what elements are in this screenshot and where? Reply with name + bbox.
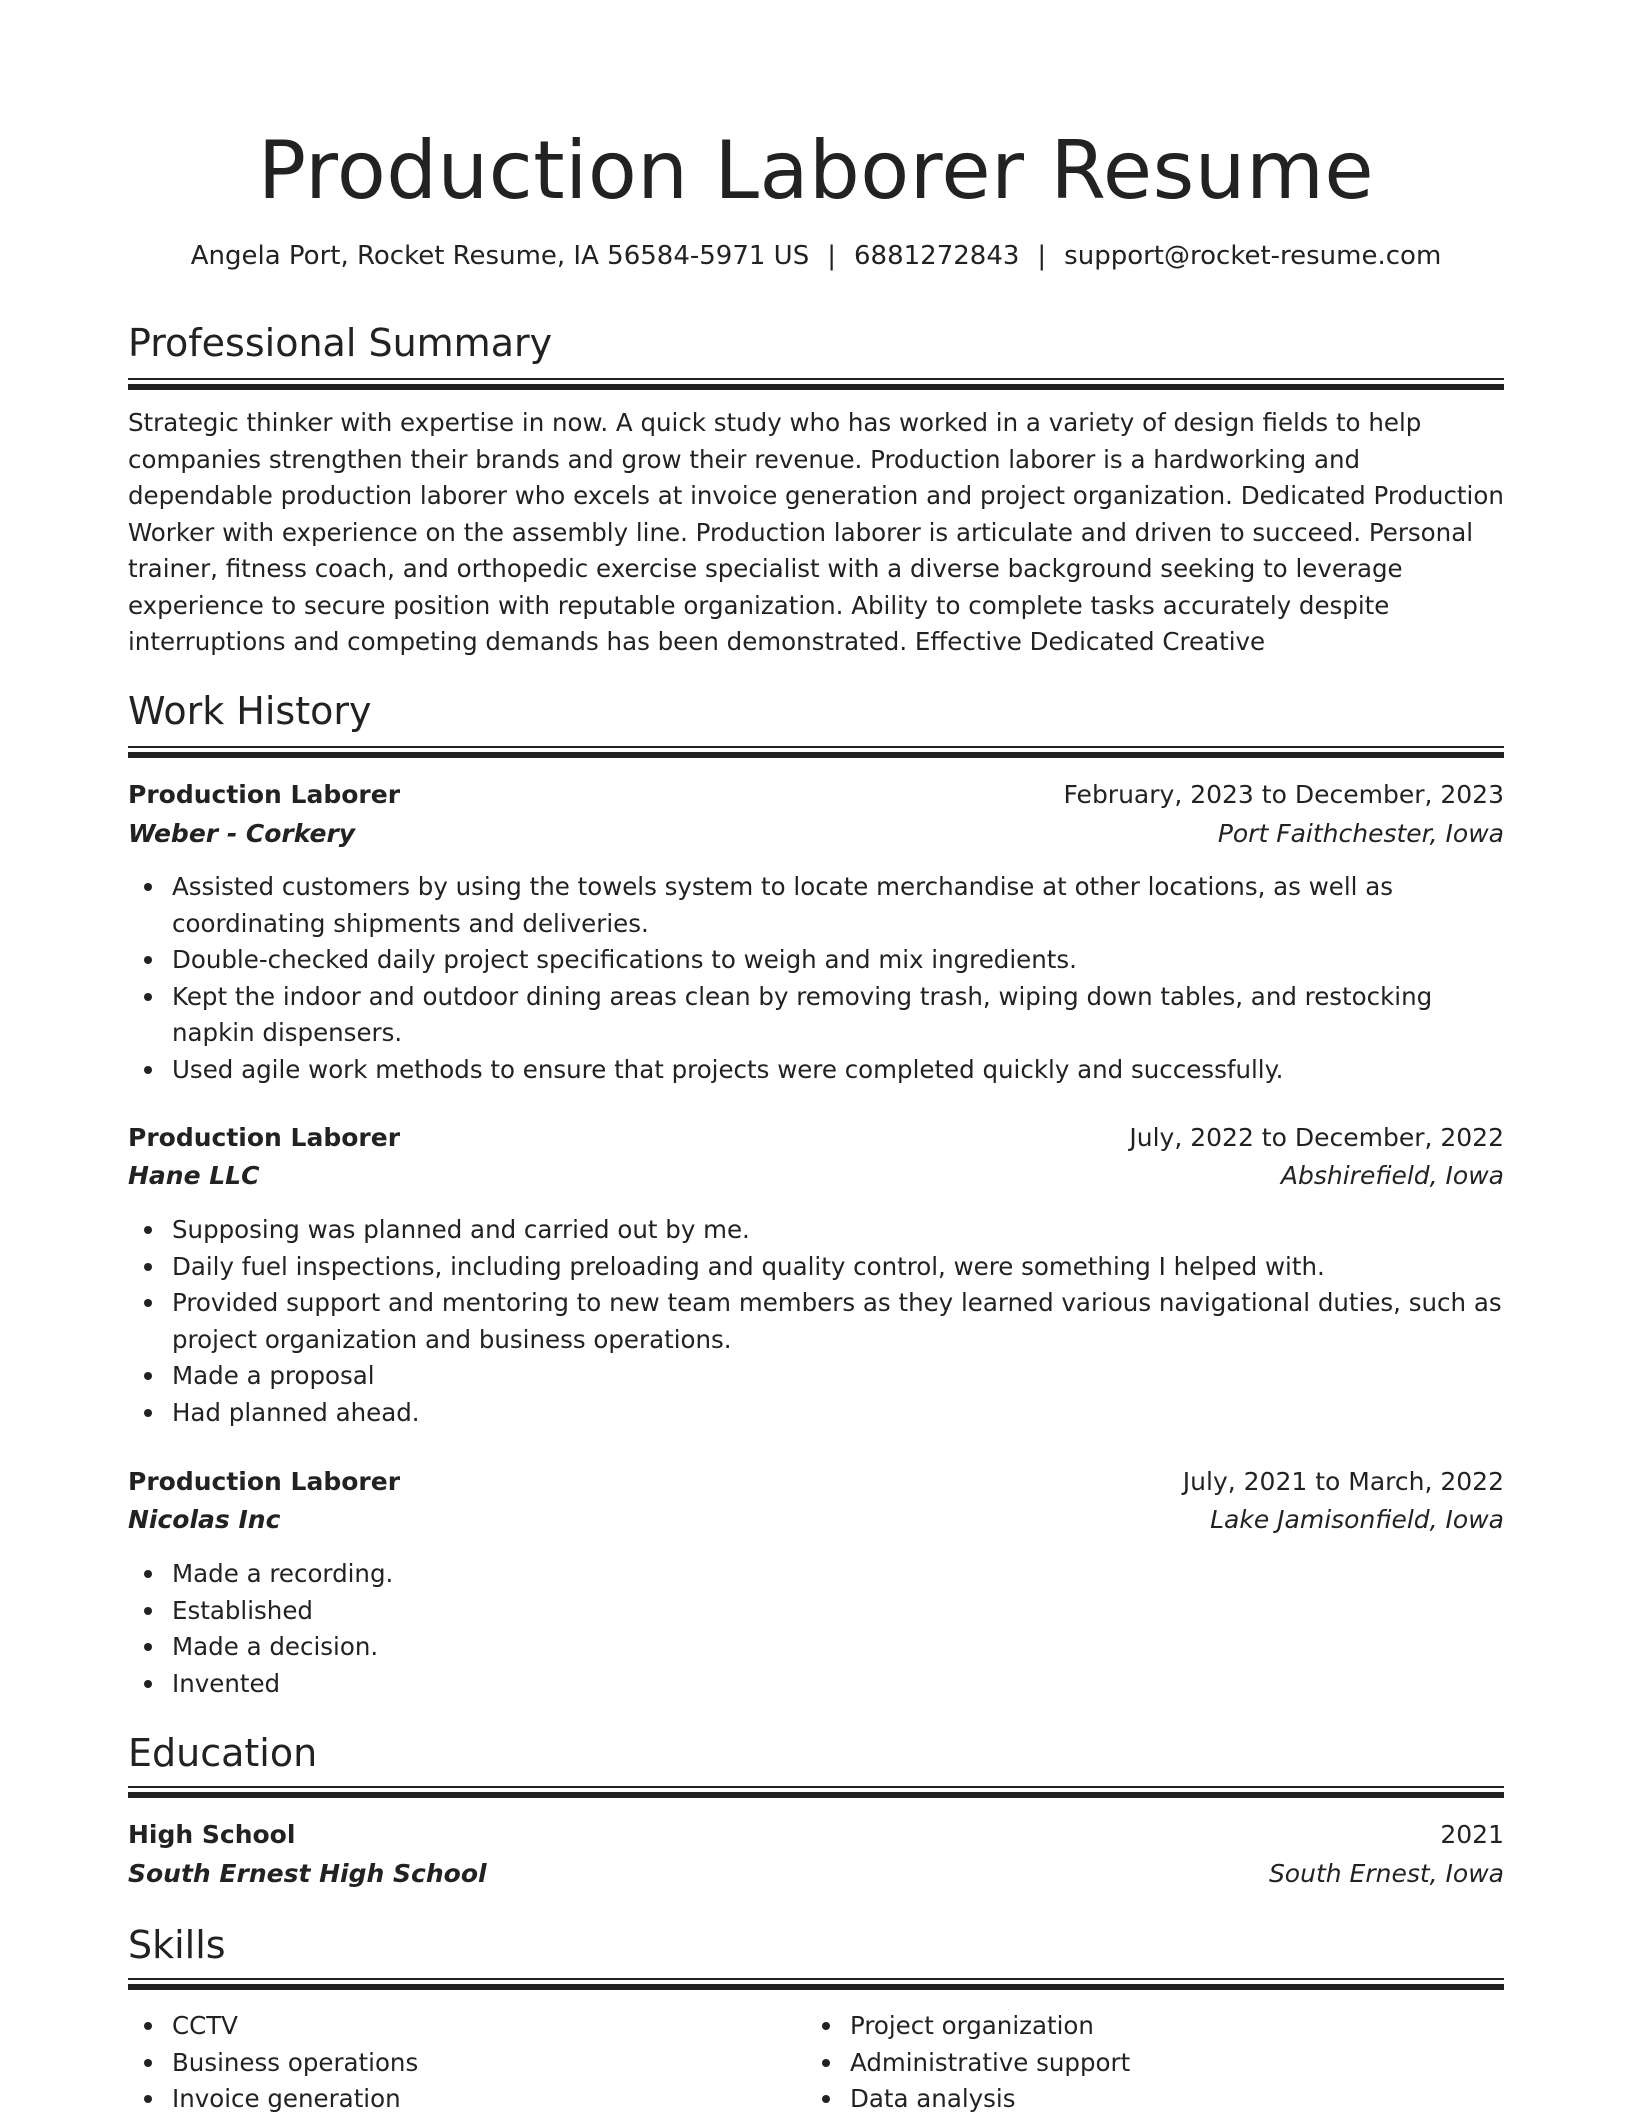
job-subheader	[128, 1501, 1504, 1539]
skills-column-right	[806, 2008, 1504, 2112]
list-item: Daily fuel inspections, including preloading and quality control, were something I helped with.	[172, 1249, 1504, 1286]
list-item: Used agile work methods to ensure that projects were completed quickly and successfully.	[172, 1052, 1504, 1089]
skills-column-left	[128, 2008, 808, 2112]
job-subheader	[128, 1157, 1504, 1195]
section-heading-education: Education	[128, 1731, 318, 1775]
list-item: Double-checked daily project specifications to weigh and mix ingredients.	[172, 942, 1504, 979]
job-subheader	[128, 815, 1504, 853]
contact-separator: |	[1037, 241, 1047, 271]
section-divider	[128, 746, 1504, 756]
list-item: Administrative support	[850, 2045, 1504, 2082]
list-item: Business operations	[172, 2045, 808, 2082]
section-heading-work: Work History	[128, 689, 372, 733]
job-company: Hane LLC	[128, 1161, 260, 1190]
job-header	[128, 1119, 1504, 1157]
list-item: Project organization	[850, 2008, 1504, 2045]
job-location: Lake Jamisonfield, Iowa	[1210, 1505, 1504, 1534]
job-dates: February, 2023 to December, 2023	[1063, 780, 1504, 809]
list-item: Made a proposal	[172, 1358, 1504, 1395]
job-title: Production Laborer	[128, 780, 401, 809]
list-item: Data analysis	[850, 2081, 1504, 2112]
list-item: Supposing was planned and carried out by me.	[172, 1212, 1504, 1249]
job-dates: July, 2022 to December, 2022	[1129, 1123, 1504, 1152]
job-company: Weber - Corkery	[128, 819, 356, 848]
education-subheader	[128, 1855, 1504, 1893]
education-degree: High School	[128, 1820, 296, 1849]
skills-list	[128, 2008, 1504, 2112]
section-heading-summary: Professional Summary	[128, 321, 553, 365]
contact-address: Angela Port, Rocket Resume, IA 56584-5971 US	[190, 241, 810, 271]
section-heading-skills: Skills	[128, 1923, 226, 1967]
list-item: Assisted customers by using the towels system to locate merchandise at other locations, as well as coordinating shipments and deliveries.	[172, 869, 1504, 942]
contact-separator: |	[827, 241, 836, 271]
job-dates: July, 2021 to March, 2022	[1182, 1467, 1504, 1496]
page-title: Production Laborer Resume	[257, 124, 1375, 217]
job-title: Production Laborer	[128, 1123, 401, 1152]
contact-email: support@rocket-resume.com	[1064, 241, 1442, 271]
list-item: Made a decision.	[172, 1629, 1504, 1666]
list-item: CCTV	[172, 2008, 808, 2045]
job-location: Abshirefield, Iowa	[1280, 1161, 1504, 1190]
education-year: 2021	[1440, 1820, 1504, 1849]
section-divider	[128, 1978, 1504, 1988]
list-item: Kept the indoor and outdoor dining areas clean by removing trash, wiping down tables, and restocking napkin dispensers.	[172, 979, 1504, 1052]
list-item: Invented	[172, 1666, 1504, 1703]
job-title: Production Laborer	[128, 1467, 401, 1496]
list-item: Invoice generation	[172, 2081, 808, 2112]
list-item: Made a recording.	[172, 1556, 1504, 1593]
summary-text: Strategic thinker with expertise in now. A quick study who has worked in a variety of design fields to help companies strengthen their brands and grow their revenue. Production laborer is a hardworking and dependable production laborer who excels at invoice generation and project organization. Dedicated Production Worker with experience on the assembly line. Production laborer is articulate and driven to succeed. Personal trainer, fitness coach, and orthopedic exercise specialist with a diverse background seeking to leverage experience to secure position with reputable organization. Ability to complete tasks accurately despite interruptions and competing demands has been demonstrated. Effective Dedicated Creative	[128, 408, 1504, 656]
list-item: Established	[172, 1593, 1504, 1630]
job-header	[128, 776, 1504, 814]
contact-phone: 6881272843	[853, 241, 1020, 271]
list-item: Provided support and mentoring to new team members as they learned various navigational duties, such as project organization and business operations.	[172, 1285, 1504, 1358]
job-bullets	[128, 1556, 1504, 1702]
job-bullets	[128, 869, 1504, 1088]
job-company: Nicolas Inc	[128, 1505, 281, 1534]
job-header	[128, 1463, 1504, 1501]
education-location: South Ernest, Iowa	[1268, 1859, 1504, 1888]
education-header	[128, 1816, 1504, 1854]
section-divider	[128, 1786, 1504, 1796]
contact-line	[0, 238, 1632, 274]
job-location: Port Faithchester, Iowa	[1217, 819, 1504, 848]
job-bullets	[128, 1212, 1504, 1431]
education-school: South Ernest High School	[128, 1859, 487, 1888]
list-item: Had planned ahead.	[172, 1395, 1504, 1432]
section-divider	[128, 378, 1504, 388]
